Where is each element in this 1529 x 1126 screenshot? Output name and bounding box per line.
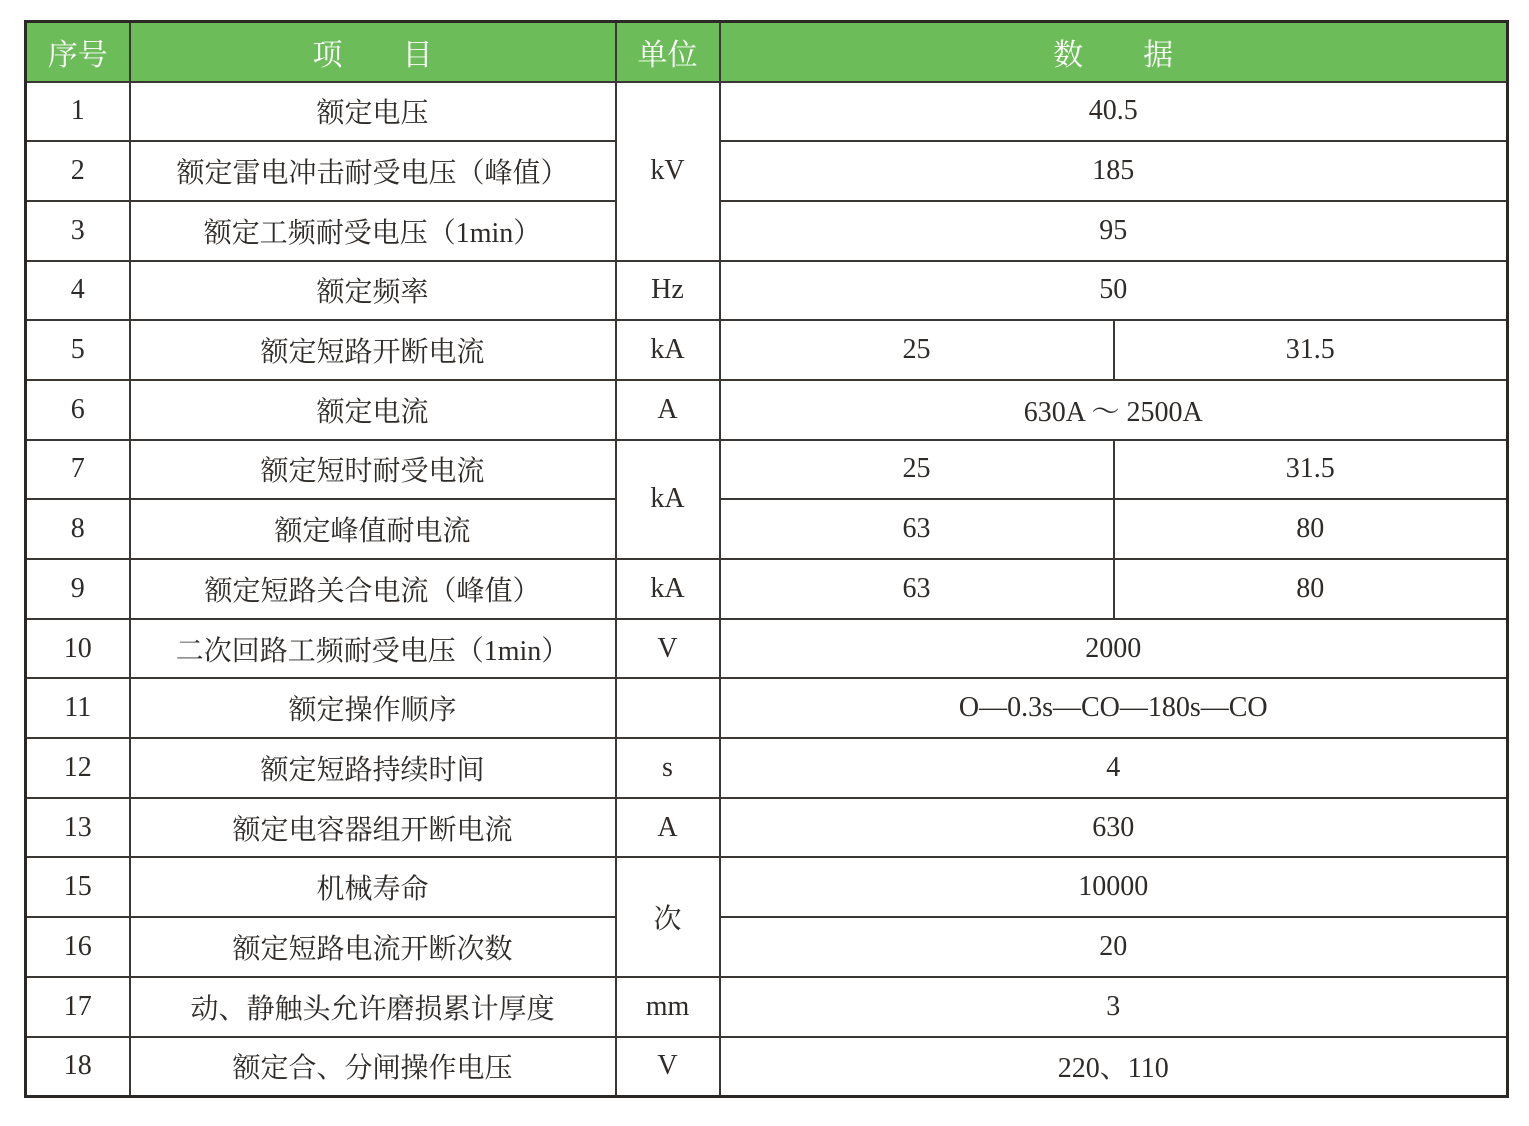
- item-cell: 机械寿命: [130, 857, 616, 917]
- data-cell: 630A ～ 2500A: [720, 380, 1508, 440]
- row-no-cell: 3: [26, 201, 130, 261]
- row-no-cell: 5: [26, 320, 130, 380]
- item-cell: 额定合、分闸操作电压: [130, 1037, 616, 1097]
- row-no-cell: 18: [26, 1037, 130, 1097]
- data-cell: 3: [720, 977, 1508, 1037]
- unit-cell: V: [616, 1037, 720, 1097]
- data-cell-left: 25: [720, 320, 1114, 380]
- item-cell: 额定操作顺序: [130, 678, 616, 738]
- data-cell-right: 31.5: [1114, 440, 1508, 500]
- table-row-18: [26, 1037, 1508, 1097]
- row-no-cell: 2: [26, 141, 130, 201]
- row-no-cell: 9: [26, 559, 130, 619]
- item-cell: 二次回路工频耐受电压（1min）: [130, 619, 616, 679]
- table-row-13: [26, 798, 1508, 858]
- item-cell: 额定频率: [130, 261, 616, 321]
- header-col-unit: 单位: [616, 22, 720, 82]
- row-no-cell: 8: [26, 499, 130, 559]
- table-row-16: [26, 917, 1508, 977]
- data-cell: 4: [720, 738, 1508, 798]
- table-header: [26, 22, 1508, 82]
- row-no-cell: 16: [26, 917, 130, 977]
- table-row-1: [26, 82, 1508, 142]
- unit-cell: Hz: [616, 261, 720, 321]
- row-no-cell: 6: [26, 380, 130, 440]
- data-cell: 630: [720, 798, 1508, 858]
- item-cell: 额定短路关合电流（峰值）: [130, 559, 616, 619]
- header-col-item: 项 目: [130, 22, 616, 82]
- table-row-9: [26, 559, 1508, 619]
- data-cell-right: 80: [1114, 559, 1508, 619]
- unit-cell: mm: [616, 977, 720, 1037]
- data-cell: 185: [720, 141, 1508, 201]
- data-cell-right: 80: [1114, 499, 1508, 559]
- unit-cell-ka: kA: [616, 440, 720, 559]
- item-cell: 额定电容器组开断电流: [130, 798, 616, 858]
- data-cell: 2000: [720, 619, 1508, 679]
- table-row-15: [26, 857, 1508, 917]
- header-col-index: 序号: [26, 22, 130, 82]
- data-cell-left: 63: [720, 559, 1114, 619]
- unit-cell-ci: 次: [616, 857, 720, 976]
- row-no-cell: 11: [26, 678, 130, 738]
- item-cell: 额定电流: [130, 380, 616, 440]
- row-no-cell: 15: [26, 857, 130, 917]
- data-cell: O—0.3s—CO—180s—CO: [720, 678, 1508, 738]
- table-row-11: [26, 678, 1508, 738]
- table-row-8: [26, 499, 1508, 559]
- data-cell: 40.5: [720, 82, 1508, 142]
- data-cell-left: 25: [720, 440, 1114, 500]
- item-cell: 额定短时耐受电流: [130, 440, 616, 500]
- unit-cell: A: [616, 798, 720, 858]
- table-row-5: [26, 320, 1508, 380]
- row-no-cell: 1: [26, 82, 130, 142]
- table-row-6: [26, 380, 1508, 440]
- row-no-cell: 10: [26, 619, 130, 679]
- table-row-3: [26, 201, 1508, 261]
- table-row-2: [26, 141, 1508, 201]
- data-cell: 20: [720, 917, 1508, 977]
- unit-cell: A: [616, 380, 720, 440]
- item-cell: 额定工频耐受电压（1min）: [130, 201, 616, 261]
- data-cell: 220、110: [720, 1037, 1508, 1097]
- table-row-12: [26, 738, 1508, 798]
- table-body: [26, 82, 1508, 1097]
- row-no-cell: 7: [26, 440, 130, 500]
- data-cell-left: 63: [720, 499, 1114, 559]
- data-cell: 10000: [720, 857, 1508, 917]
- item-cell: 额定雷电冲击耐受电压（峰值）: [130, 141, 616, 201]
- row-no-cell: 13: [26, 798, 130, 858]
- data-cell: 50: [720, 261, 1508, 321]
- unit-cell-kv: kV: [616, 82, 720, 261]
- row-no-cell: 4: [26, 261, 130, 321]
- unit-cell: V: [616, 619, 720, 679]
- table-row-17: [26, 977, 1508, 1037]
- table-row-7: [26, 440, 1508, 500]
- unit-cell: kA: [616, 559, 720, 619]
- unit-cell: s: [616, 738, 720, 798]
- header-col-data: 数 据: [720, 22, 1508, 82]
- item-cell: 额定短路持续时间: [130, 738, 616, 798]
- data-cell-right: 31.5: [1114, 320, 1508, 380]
- item-cell: 额定短路开断电流: [130, 320, 616, 380]
- spec-table: [24, 20, 1509, 1098]
- unit-cell-empty: [616, 678, 720, 738]
- item-cell: 动、静触头允许磨损累计厚度: [130, 977, 616, 1037]
- spec-table-container: [24, 20, 1509, 1098]
- item-cell: 额定短路电流开断次数: [130, 917, 616, 977]
- row-no-cell: 17: [26, 977, 130, 1037]
- row-no-cell: 12: [26, 738, 130, 798]
- table-row-10: [26, 619, 1508, 679]
- header-row: [26, 22, 1508, 82]
- data-cell: 95: [720, 201, 1508, 261]
- table-row-4: [26, 261, 1508, 321]
- item-cell: 额定电压: [130, 82, 616, 142]
- unit-cell: kA: [616, 320, 720, 380]
- item-cell: 额定峰值耐电流: [130, 499, 616, 559]
